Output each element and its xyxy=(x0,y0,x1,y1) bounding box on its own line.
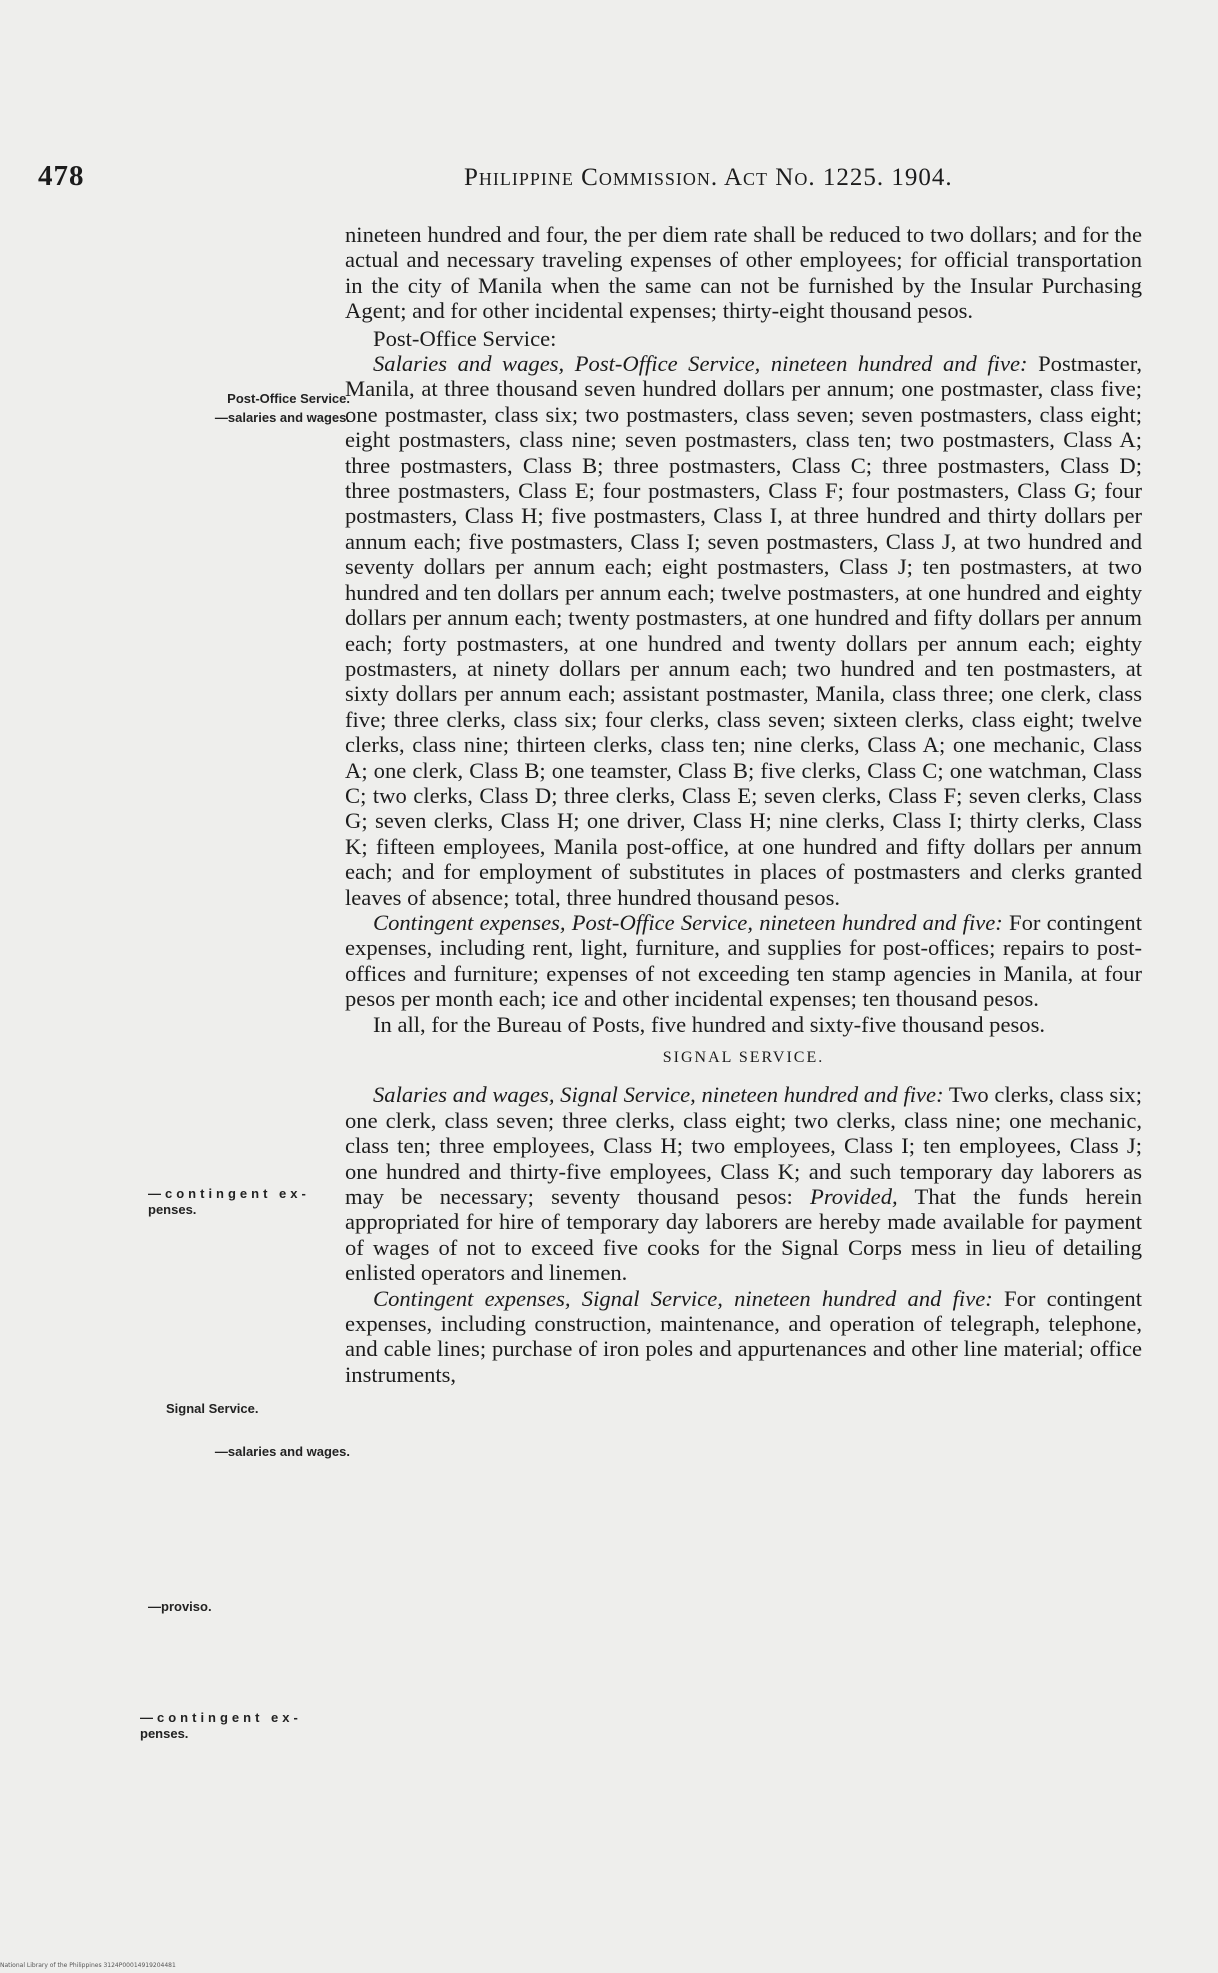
po-salaries-title: Salaries and wages, Post-Office Service, nineteen hundred and five: xyxy=(373,351,1028,377)
margin-note-po-salaries: —salaries and wages. xyxy=(214,410,350,425)
main-text xyxy=(345,222,1142,1387)
paragraph-in-all: In all, for the Bureau of Posts, five hundred and sixty-five thousand pesos. xyxy=(373,1011,1046,1037)
signal-provided: Provided, xyxy=(810,1184,898,1210)
margin-note-po-contingent-1: —contingent ex- xyxy=(148,1186,310,1201)
po-salaries-text: Postmaster, Manila, at three thousand seven hundred dollars per annum; one postmaster, class five; one postmaster, class six; two postmasters, class seven; seven postmasters, class eight; eight postmasters, class nine; seven postmasters, class ten; two postmasters, Class A; three postmasters, Class B; three postmasters, Class C; three postmasters, Class D; three postmasters, Class E; four postmasters, Class F; four postmasters, Class G; four postmasters, Class H; five postmasters, Class I, at three hundred and thirty dollars per annum each; five postmasters, Class I; seven postmasters, Class J, at two hundred and seventy dollars per annum each; eight postmasters, Class J; ten postmasters, at two hundred and ten dollars per annum each; twelve postmasters, at one hundred and eighty dollars per annum each; twenty postmasters, at one hundred and fifty dollars per annum each; forty postmasters, at one hundred and twenty dollars per annum each; eighty postmasters, at ninety dollars per annum each; two hundred and ten postmasters, at sixty dollars per annum each; assistant postmaster, Manila, class three; one clerk, class five; three clerks, class six; four clerks, class seven; sixteen clerks, class eight; twelve clerks, class nine; thirteen clerks, class ten; nine clerks, Class A; one mechanic, Class A; one clerk, Class B; one teamster, Class B; five clerks, Class C; one watchman, Class C; two clerks, Class D; three clerks, Class E; seven clerks, Class F; seven clerks, Class G; seven clerks, Class H; one driver, Class H; nine clerks, Class I; thirty clerks, Class K; fifteen employees, Manila post-office, at one hundred and fifty dollars per annum each; and for employment of substitutes in places of postmasters and clerks granted leaves of absence; total, three hundred thousand pesos. xyxy=(345,351,1142,910)
margin-note-po-contingent-2: penses. xyxy=(148,1202,197,1217)
signal-salaries-text-1: Two clerks, class six; one clerk, class seven; three clerks, class eight; two clerks, class nine; one mechanic, class ten; three employees, Class H; two employees, Class I; ten employees, Class J; one hundred and thirty-five employees, Class K; and such temporary day laborers as may be necessary; seventy thousand pesos: xyxy=(345,1082,1142,1210)
po-contingent-text: For contingent expenses, including rent, light, furniture, and supplies for post-offices; repairs to post-offices and furniture; expenses of not exceeding ten stamp agencies in Manila, at four pesos per month each; ice and other incidental expenses; ten thousand pesos. xyxy=(345,909,1142,1012)
signal-service-heading: SIGNAL SERVICE. xyxy=(662,1049,825,1066)
po-contingent-title: Contingent expenses, Post-Office Service, nineteen hundred and five: xyxy=(373,909,1003,935)
margin-note-proviso: —proviso. xyxy=(148,1599,212,1614)
signal-contingent-text: For contingent expenses, including construction, maintenance, and operation of telegraph, telephone, and cable lines; purchase of iron poles and appurtenances and other line material; office instruments, xyxy=(345,1285,1142,1387)
signal-salaries-text-2: That the funds herein appropriated for hire of temporary day laborers are hereby made available for payment of wages of not to exceed five cooks for the Signal Corps mess in lieu of detailing enlisted operators and linemen. xyxy=(345,1184,1142,1286)
paragraph-po-salaries xyxy=(345,351,1142,910)
post-office-heading: Post-Office Service: xyxy=(373,325,557,351)
margin-note-signal-contingent-2: penses. xyxy=(140,1726,189,1741)
signal-salaries-title: Salaries and wages, Signal Service, nineteen hundred and five: xyxy=(373,1082,944,1108)
paragraph-po-contingent xyxy=(345,910,1142,1012)
running-head: Philippine Commission. Act No. 1225. 1904. xyxy=(464,164,953,191)
margin-note-signal-contingent-1: —contingent ex- xyxy=(140,1710,302,1725)
paragraph-signal-contingent xyxy=(345,1286,1142,1388)
margin-note-post-office-service: Post-Office Service. xyxy=(227,391,350,406)
paragraph-intro: nineteen hundred and four, the per diem rate shall be reduced to two dollars; and for the actual and necessary traveling expenses of other employees; for official transportation in the city of Manila when the same can not be furnished by the Insular Purchasing Agent; and for other incidental expenses; thirty-eight thousand pesos. xyxy=(345,222,1142,324)
signal-contingent-title: Contingent expenses, Signal Service, nineteen hundred and five: xyxy=(373,1285,993,1311)
margin-note-signal-service: Signal Service. xyxy=(166,1401,259,1416)
paragraph-signal-salaries xyxy=(345,1082,1142,1285)
scan-credit: National Library of the Philippines 3124P00014919204481 xyxy=(0,1962,176,1969)
margin-note-signal-salaries: —salaries and wages. xyxy=(214,1444,350,1459)
page-number: 478 xyxy=(38,160,85,192)
